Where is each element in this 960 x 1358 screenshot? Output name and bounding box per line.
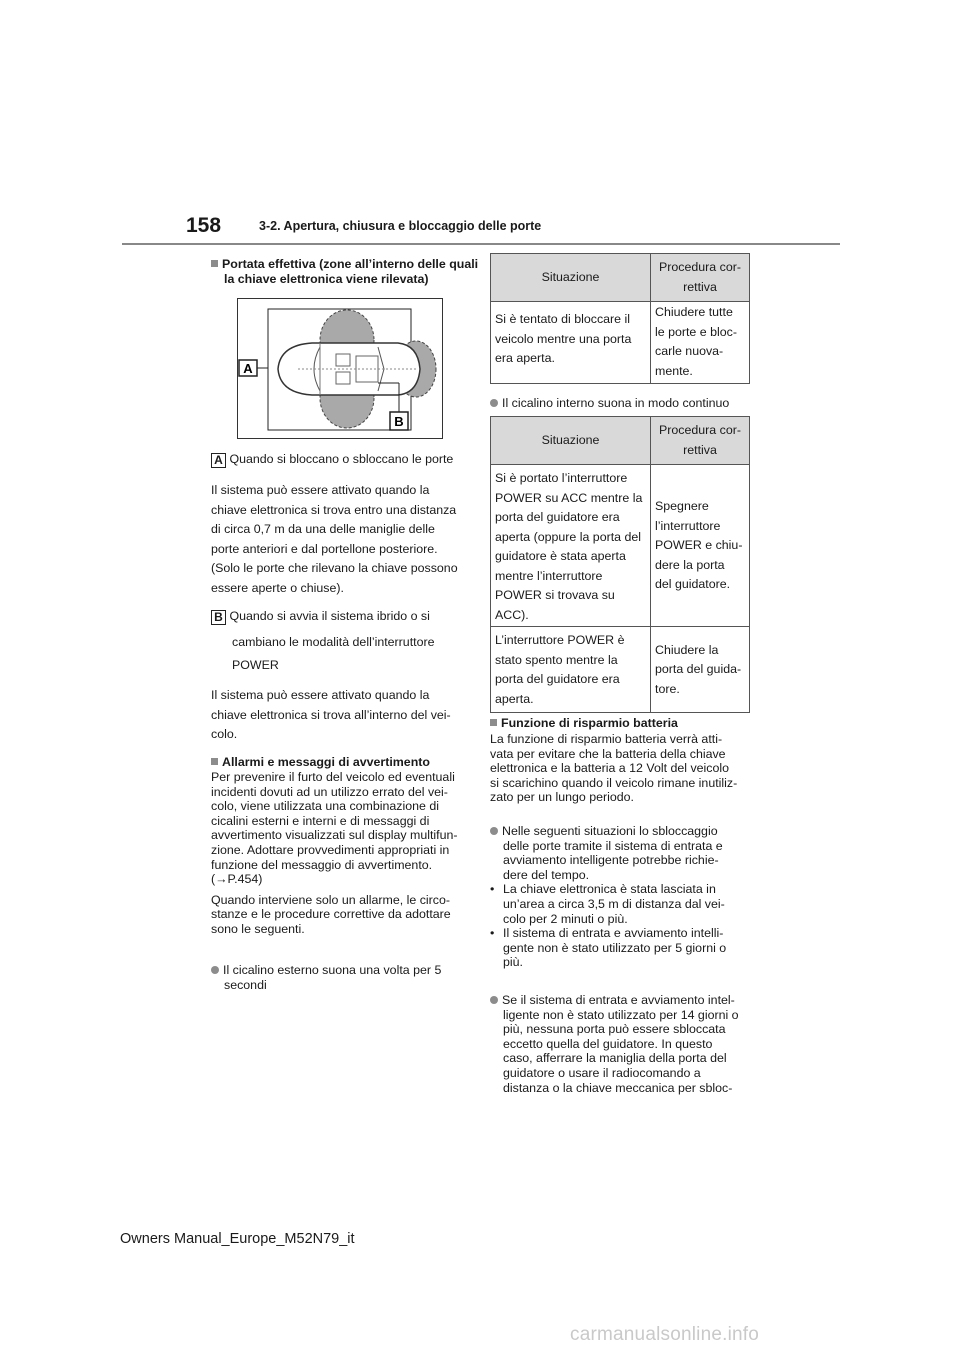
figure-label-a: A (243, 361, 253, 376)
caption-a: A Quando si bloccano o sbloccano le porte (211, 450, 491, 470)
header-rule (122, 243, 840, 245)
table-row: Si è portato l’interruttore POWER su ACC mentre la porta del guidatore era aperta (oppure la porta del guidatore è stata aperta mentre l’interruttore POWER si trovava su ACC). Spegnere l’interruttore POWER e chiu- dere la porta del guidatore. (491, 465, 750, 627)
square-bullet-icon (211, 260, 218, 267)
footer-doc-id: Owners Manual_Europe_M52N79_it (120, 1231, 355, 1247)
battery-bullet-1: Nelle seguenti situazioni lo sbloccaggio delle porte tramite il sistema di entrata e avviamento intelligente potrebbe richie- dere del tempo. • La chiave elettronica è stata lasciata in un’area a circa 3,5 m di distanza dal vei- colo per 2 minuti o più. • Il sistema di entrata e avviamento intelli- gente non è stato utilizzato per 5 giorni o più. (490, 824, 727, 970)
round-bullet-icon (490, 827, 498, 835)
table1-header-situation: Situazione (491, 254, 651, 302)
range-figure (237, 298, 443, 439)
square-bullet-icon (490, 719, 497, 726)
table-internal-buzzer (490, 416, 750, 713)
car-range-diagram (238, 299, 442, 438)
page-number: 158 (186, 214, 222, 237)
label-a-badge: A (211, 453, 226, 468)
square-bullet-icon (211, 758, 218, 765)
figure-label-b: B (394, 414, 404, 429)
alarms-title: Allarmi e messaggi di avvertimento (211, 755, 481, 770)
table1-header-procedure: Procedura cor- rettiva (651, 254, 750, 302)
table2-header-procedure: Procedura cor- rettiva (651, 417, 750, 465)
table-external-buzzer (490, 253, 750, 384)
battery-title: Funzione di risparmio batteria (490, 716, 760, 731)
battery-bullet-2: Se il sistema di entrata e avviamento intel- ligente non è stato utilizzato per 14 giorni o più, nessuna porta può essere sbloccata eccetto quella del guidatore. In questo caso, afferrare la maniglia della porta del guidatore o usare il radiocomando a distanza o la chiave meccanica per sbloc- (490, 993, 765, 1095)
label-b-badge: B (211, 610, 226, 625)
round-bullet-icon (211, 966, 219, 974)
bullet-internal-buzzer: Il cicalino interno suona in modo continuo (490, 396, 760, 411)
range-section-title: Portata effettiva (zone all’interno delle quali la chiave elettronica viene rilevata) (211, 257, 479, 286)
table-row: Si è tentato di bloccare il veicolo mentre una porta era aperta. Chiudere tutte le porte e bloc- carle nuova- mente. (491, 302, 750, 384)
a-description: Il sistema può essere attivato quando la chiave elettronica si trova entro una distanza di circa 0,7 m da una delle maniglie delle porte anteriori e dal portellone posteriore. (Solo le porte che rilevano la chiave possono essere aperte o chiuse). (211, 483, 458, 595)
battery-body: La funzione di risparmio batteria verrà atti- vata per evitare che la batteria della chiave elettronica e la batteria a 12 Volt del veicolo si scarichino quando il veicolo rimane inutiliz- zato per un lungo periodo. (490, 732, 738, 805)
alarms-body: Per prevenire il furto del veicolo ed eventuali incidenti dovuti ad un utilizzo errato del vei- colo, viene utilizzata una combinazione di cicalini esterni e interni e di messaggi di avvertimento visualizzati sul display multifun- zione. Adottare provvedimenti appropriati in funzione del messaggio di avvertimento. (→P.454) Quando interviene solo un allarme, le circo- stanze e le procedure correttive da adottare sono le seguenti. (211, 770, 458, 936)
round-bullet-icon (490, 996, 498, 1004)
table-row: L’interruttore POWER è stato spento mentre la porta del guidatore era aperta. Chiudere la porta del guida- tore. (491, 627, 750, 713)
chapter-title: 3-2. Apertura, chiusura e bloccaggio delle porte (259, 219, 542, 233)
b-description: Il sistema può essere attivato quando la chiave elettronica si trova all’interno del vei- colo. (211, 688, 451, 741)
watermark: carmanualsonline.info (570, 1324, 760, 1345)
bullet-external-buzzer: Il cicalino esterno suona una volta per 5 secondi (211, 963, 481, 992)
table2-header-situation: Situazione (491, 417, 651, 465)
caption-b: B Quando si avvia il sistema ibrido o si cambiano le modalità dell’interruttore POWER (211, 607, 491, 676)
round-bullet-icon (490, 399, 498, 407)
